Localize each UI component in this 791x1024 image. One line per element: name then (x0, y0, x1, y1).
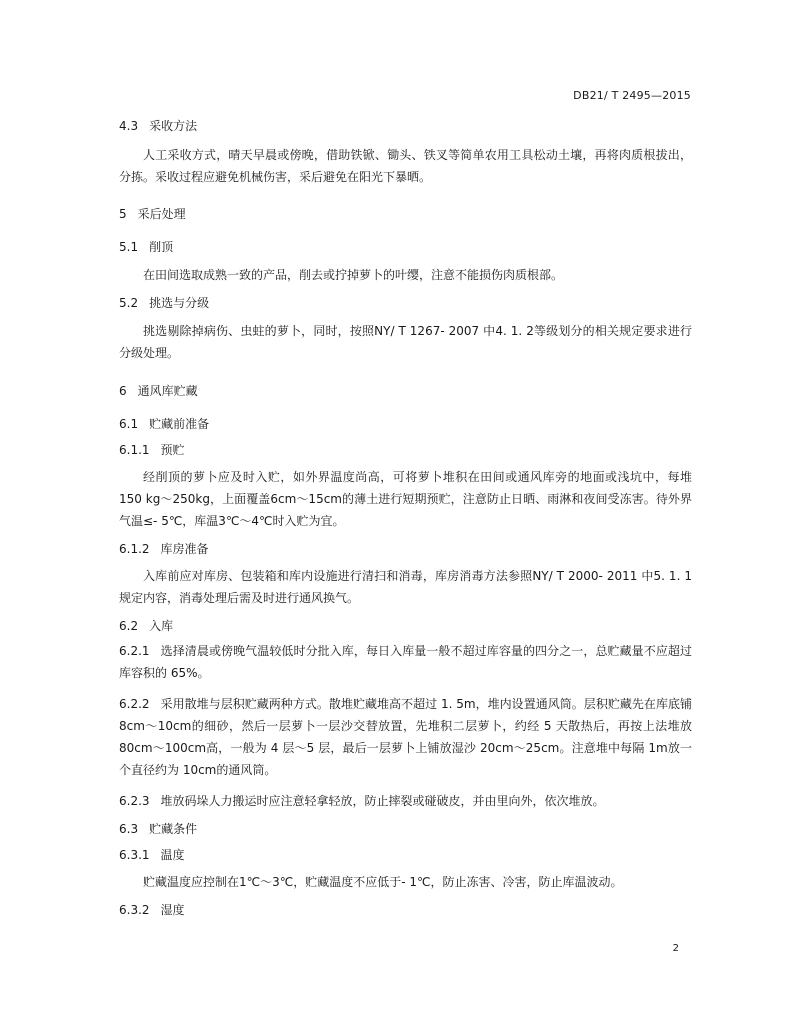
paragraph: 贮藏温度应控制在1℃～3℃，贮藏温度不应低于- 1℃，防止冻害、冷害，防止库温波动。 (143, 875, 623, 889)
section-heading: 6 通风库贮藏 (119, 384, 198, 398)
section-heading: 4.3 采收方法 (119, 119, 198, 133)
paragraph: 经削顶的萝卜应及时入贮，如外界温度尚高，可将萝卜堆积在田间或通风库旁的地面或浅坑中，每堆150 kg～250kg，上面覆盖6cm～15cm的薄土进行短期预贮，注意防止日晒、雨淋和夜间受冻害。待外界气温≤- 5℃，库温3℃～4℃时入贮为宜。 (119, 470, 692, 528)
section-heading: 5.1 削顶 (119, 240, 174, 254)
section-heading: 6.1.1 预贮 (119, 443, 185, 457)
paragraph: 人工采收方式，晴天早晨或傍晚，借助铁锨、锄头、铁叉等简单农用工具松动土壤，再将肉质根拔出，分拣。采收过程应避免机械伤害，采后避免在阳光下暴晒。 (119, 148, 692, 184)
section-heading: 6.1 贮藏前准备 (119, 417, 210, 431)
numbered-clause: 6.2.1 选择清晨或傍晚气温较低时分批入库，每日入库量一般不超过库容量的四分之一，总贮藏量不应超过库容积的 65%。 (119, 644, 692, 680)
section-heading: 5 采后处理 (119, 207, 186, 221)
section-heading: 6.1.2 库房准备 (119, 542, 209, 556)
section-heading: 6.3.2 湿度 (119, 903, 185, 917)
paragraph: 在田间选取成熟一致的产品，削去或拧掉萝卜的叶缨，注意不能损伤肉质根部。 (143, 268, 564, 282)
numbered-clause: 6.2.3 堆放码垛人力搬运时应注意轻拿轻放，防止摔裂或碰破皮，并由里向外，依次堆放。 (119, 794, 605, 808)
document-body (119, 118, 692, 918)
numbered-clause: 6.2.2 采用散堆与层积贮藏两种方式。散堆贮藏堆高不超过 1. 5m，堆内设置通风筒。层积贮藏先在库底铺 8cm～10cm的细砂，然后一层萝卜一层沙交替放置，先堆积二层萝卜，约经 5 天散热后，再按上法堆放 80cm～100cm高，一般为 4 层～5 层，最后一层萝卜上铺放湿沙 20cm～25cm。注意堆中每隔 1m放一个直径约为 10cm的通风筒。 (119, 697, 692, 777)
section-heading: 5.2 挑选与分级 (119, 296, 210, 310)
section-heading: 6.3 贮藏条件 (119, 822, 198, 836)
section-heading: 6.3.1 温度 (119, 848, 185, 862)
paragraph: 入库前应对库房、包装箱和库内设施进行清扫和消毒，库房消毒方法参照NY/ T 2000- 2011 中5. 1. 1规定内容，消毒处理后需及时进行通风换气。 (119, 569, 692, 605)
section-heading: 6.2 入库 (119, 619, 174, 633)
document-code: DB21/ T 2495—2015 (573, 89, 691, 102)
paragraph: 挑选剔除掉病伤、虫蛀的萝卜，同时，按照NY/ T 1267- 2007 中4. 1. 2等级划分的相关规定要求进行分级处理。 (119, 324, 692, 360)
page-number: 2 (672, 943, 679, 954)
